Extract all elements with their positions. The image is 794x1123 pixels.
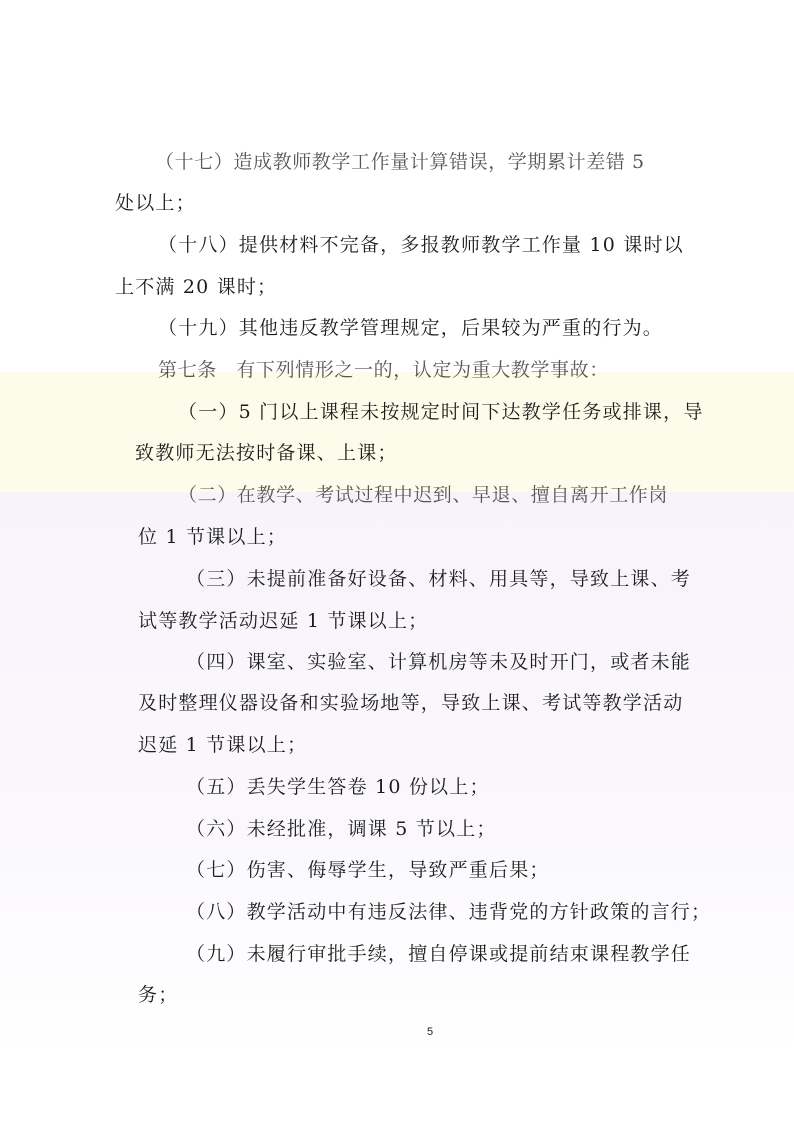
- item-7: （七）伤害、侮辱学生，导致严重后果；: [186, 859, 550, 881]
- paragraph-item-18-line-1: （十八）提供材料不完备，多报教师教学工作量 10 课时以: [158, 234, 684, 256]
- item-4-line-3: 迟延 1 节课以上；: [138, 734, 308, 756]
- paragraph-item-19: （十九）其他违反教学管理规定，后果较为严重的行为。: [158, 317, 664, 339]
- item-6: （六）未经批准，调课 5 节以上；: [186, 818, 497, 840]
- item-2-line-2: 位 1 节课以上；: [138, 526, 287, 548]
- item-1-line-2: 致教师无法按时备课、上课；: [135, 442, 398, 464]
- item-9-line-2: 务；: [138, 984, 179, 1006]
- item-5: （五）丢失学生答卷 10 份以上；: [186, 776, 490, 798]
- page-number: 5: [426, 1026, 434, 1038]
- item-8: （八）教学活动中有违反法律、违背党的方针政策的言行；: [186, 901, 712, 923]
- item-3-line-1: （三）未提前准备好设备、材料、用具等，导致上课、考: [186, 568, 692, 590]
- item-1-line-1: （一）5 门以上课程未按规定时间下达教学任务或排课，导: [178, 401, 704, 423]
- highlight-band: [0, 372, 794, 492]
- item-4-line-1: （四）课室、实验室、计算机房等未及时开门，或者未能: [186, 651, 692, 673]
- paragraph-item-17-line-2: 处以上；: [115, 192, 196, 214]
- item-3-line-2: 试等教学活动迟延 1 节课以上；: [138, 610, 429, 632]
- paragraph-item-17-line-1: （十七）造成教师教学工作量计算错误，学期累计差错 5: [155, 151, 645, 173]
- item-2-line-1: （二）在教学、考试过程中迟到、早退、擅自离开工作岗: [178, 484, 669, 506]
- item-9-line-1: （九）未履行审批手续，擅自停课或提前结束课程教学任: [186, 943, 692, 965]
- item-4-line-2: 及时整理仪器设备和实验场地等，导致上课、考试等教学活动: [138, 692, 684, 714]
- article-7-heading: 第七条 有下列情形之一的，认定为重大教学事故：: [158, 359, 609, 381]
- paragraph-item-18-line-2: 上不满 20 课时；: [115, 276, 278, 298]
